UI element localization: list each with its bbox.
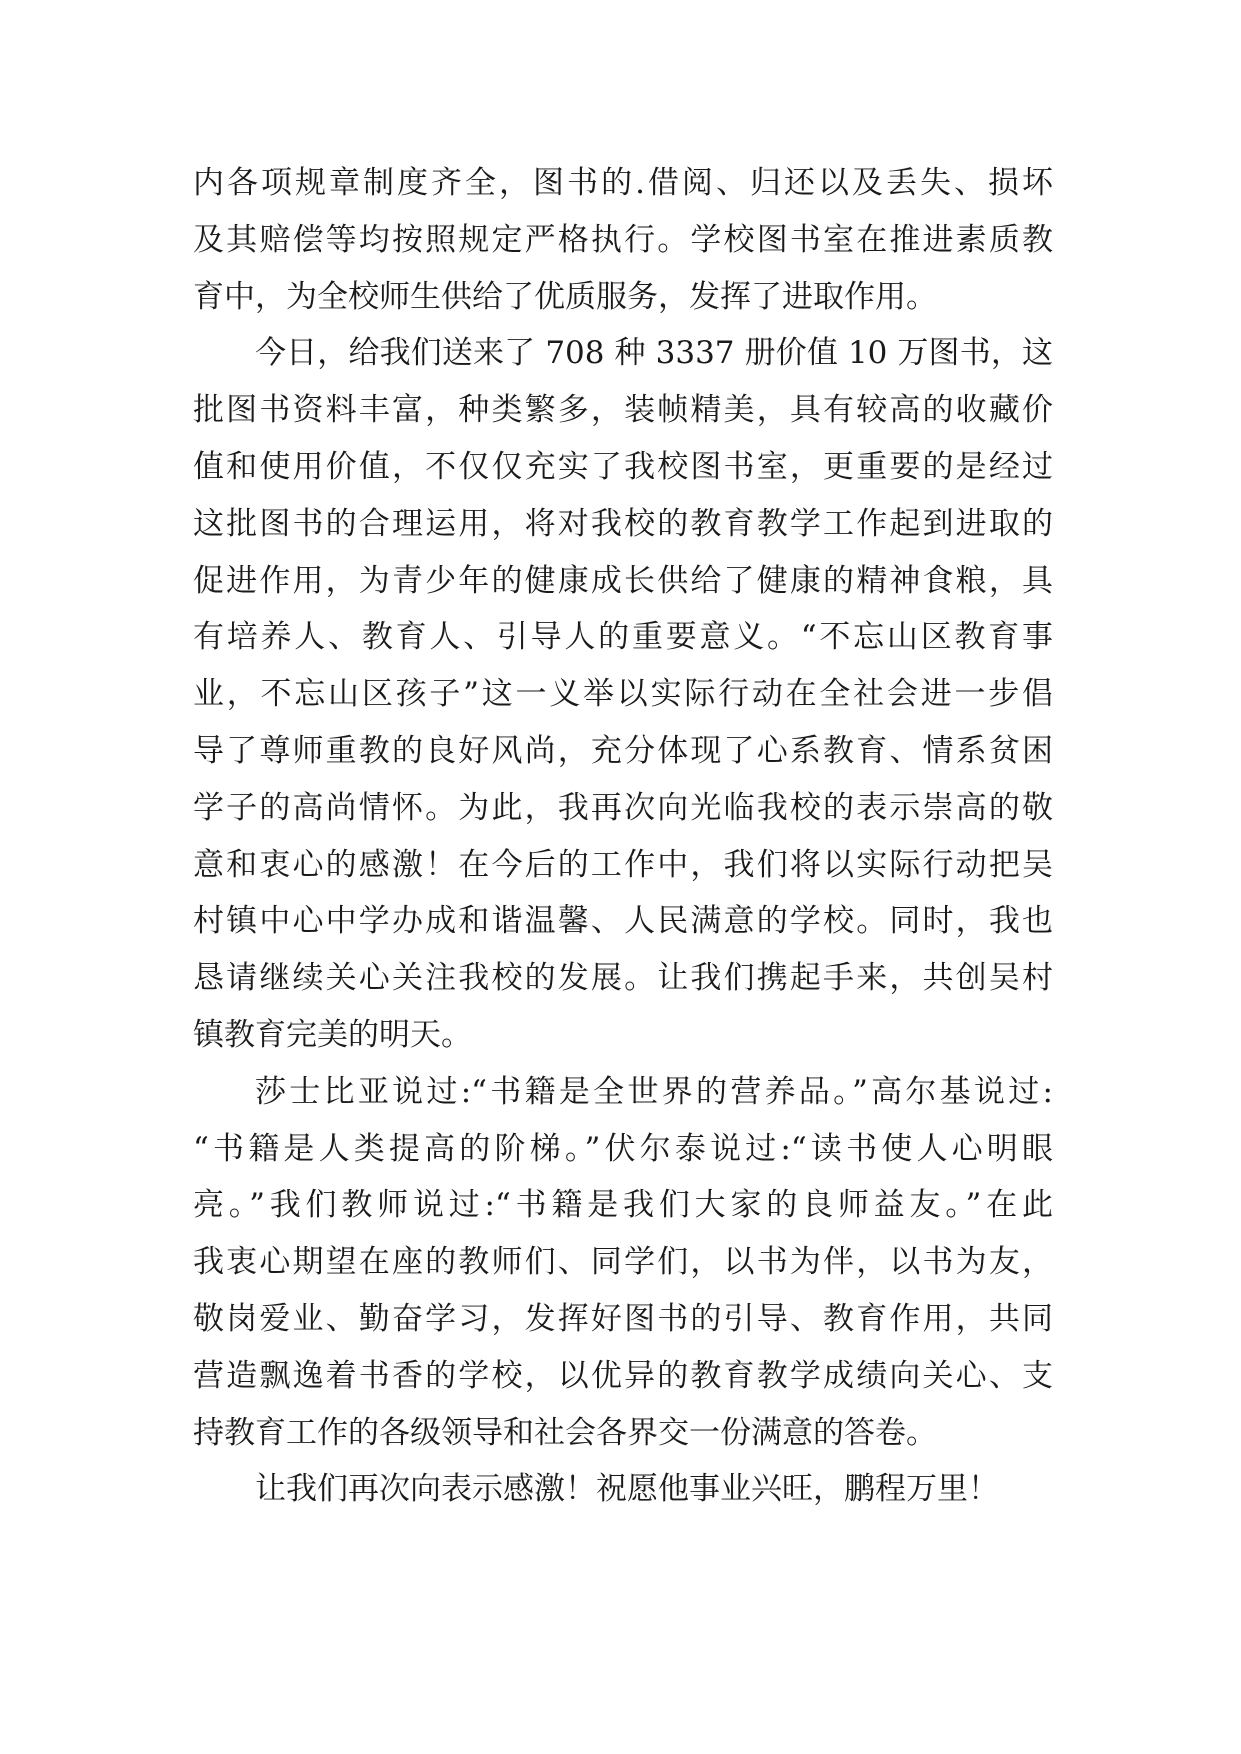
text-line: 恳请继续关心关注我校的发展。让我们携起手来，共创吴村 bbox=[193, 960, 1053, 997]
paragraph-2 bbox=[193, 325, 1053, 1063]
text-line: 育中，为全校师生供给了优质服务，发挥了进取作用。 bbox=[193, 278, 937, 315]
paragraph-1 bbox=[193, 155, 1053, 325]
text-line: 今日，给我们送来了 708 种 3337 册价值 10 万图书，这 bbox=[255, 335, 1053, 372]
text-line: 镇教育完美的明天。 bbox=[193, 1016, 472, 1053]
text-line: 值和使用价值，不仅仅充实了我校图书室，更重要的是经过 bbox=[193, 448, 1053, 485]
text-line: 持教育工作的各级领导和社会各界交一份满意的答卷。 bbox=[193, 1414, 937, 1451]
paragraph-3 bbox=[193, 1064, 1053, 1462]
text-line: 学子的高尚情怀。为此，我再次向光临我校的表示崇高的敬 bbox=[193, 789, 1053, 826]
text-line: 莎士比亚说过:“书籍是全世界的营养品。”高尔基说过: bbox=[255, 1073, 1053, 1110]
paragraph-4 bbox=[193, 1461, 1053, 1518]
text-line: 业，不忘山区孩子”这一义举以实际行动在全社会进一步倡 bbox=[193, 676, 1053, 713]
document-body bbox=[193, 155, 1053, 1518]
text-line: 村镇中心中学办成和谐温馨、人民满意的学校。同时，我也 bbox=[193, 903, 1053, 940]
text-line: 这批图书的合理运用，将对我校的教育教学工作起到进取的 bbox=[193, 505, 1053, 542]
text-line: 及其赔偿等均按照规定严格执行。学校图书室在推进素质教 bbox=[193, 221, 1053, 258]
text-line: 我衷心期望在座的教师们、同学们，以书为伴，以书为友， bbox=[193, 1244, 1053, 1281]
text-line: 让我们再次向表示感激！祝愿他事业兴旺，鹏程万里！ bbox=[255, 1471, 999, 1508]
text-line: 营造飘逸着书香的学校，以优异的教育教学成绩向关心、支 bbox=[193, 1357, 1053, 1394]
text-line: 亮。”我们教师说过:“书籍是我们大家的良师益友。”在此 bbox=[193, 1187, 1053, 1224]
text-line: 批图书资料丰富，种类繁多，装帧精美，具有较高的收藏价 bbox=[193, 392, 1053, 429]
text-line: 促进作用，为青少年的健康成长供给了健康的精神食粮，具 bbox=[193, 562, 1053, 599]
text-line: “书籍是人类提高的阶梯。”伏尔泰说过:“读书使人心明眼 bbox=[193, 1130, 1053, 1167]
text-line: 意和衷心的感激！在今后的工作中，我们将以实际行动把吴 bbox=[193, 846, 1053, 883]
text-line: 有培养人、教育人、引导人的重要意义。“不忘山区教育事 bbox=[193, 619, 1053, 656]
text-line: 内各项规章制度齐全，图书的.借阅、归还以及丢失、损坏 bbox=[193, 165, 1053, 201]
text-line: 导了尊师重教的良好风尚，充分体现了心系教育、情系贫困 bbox=[193, 732, 1053, 769]
text-line: 敬岗爱业、勤奋学习，发挥好图书的引导、教育作用，共同 bbox=[193, 1300, 1053, 1337]
